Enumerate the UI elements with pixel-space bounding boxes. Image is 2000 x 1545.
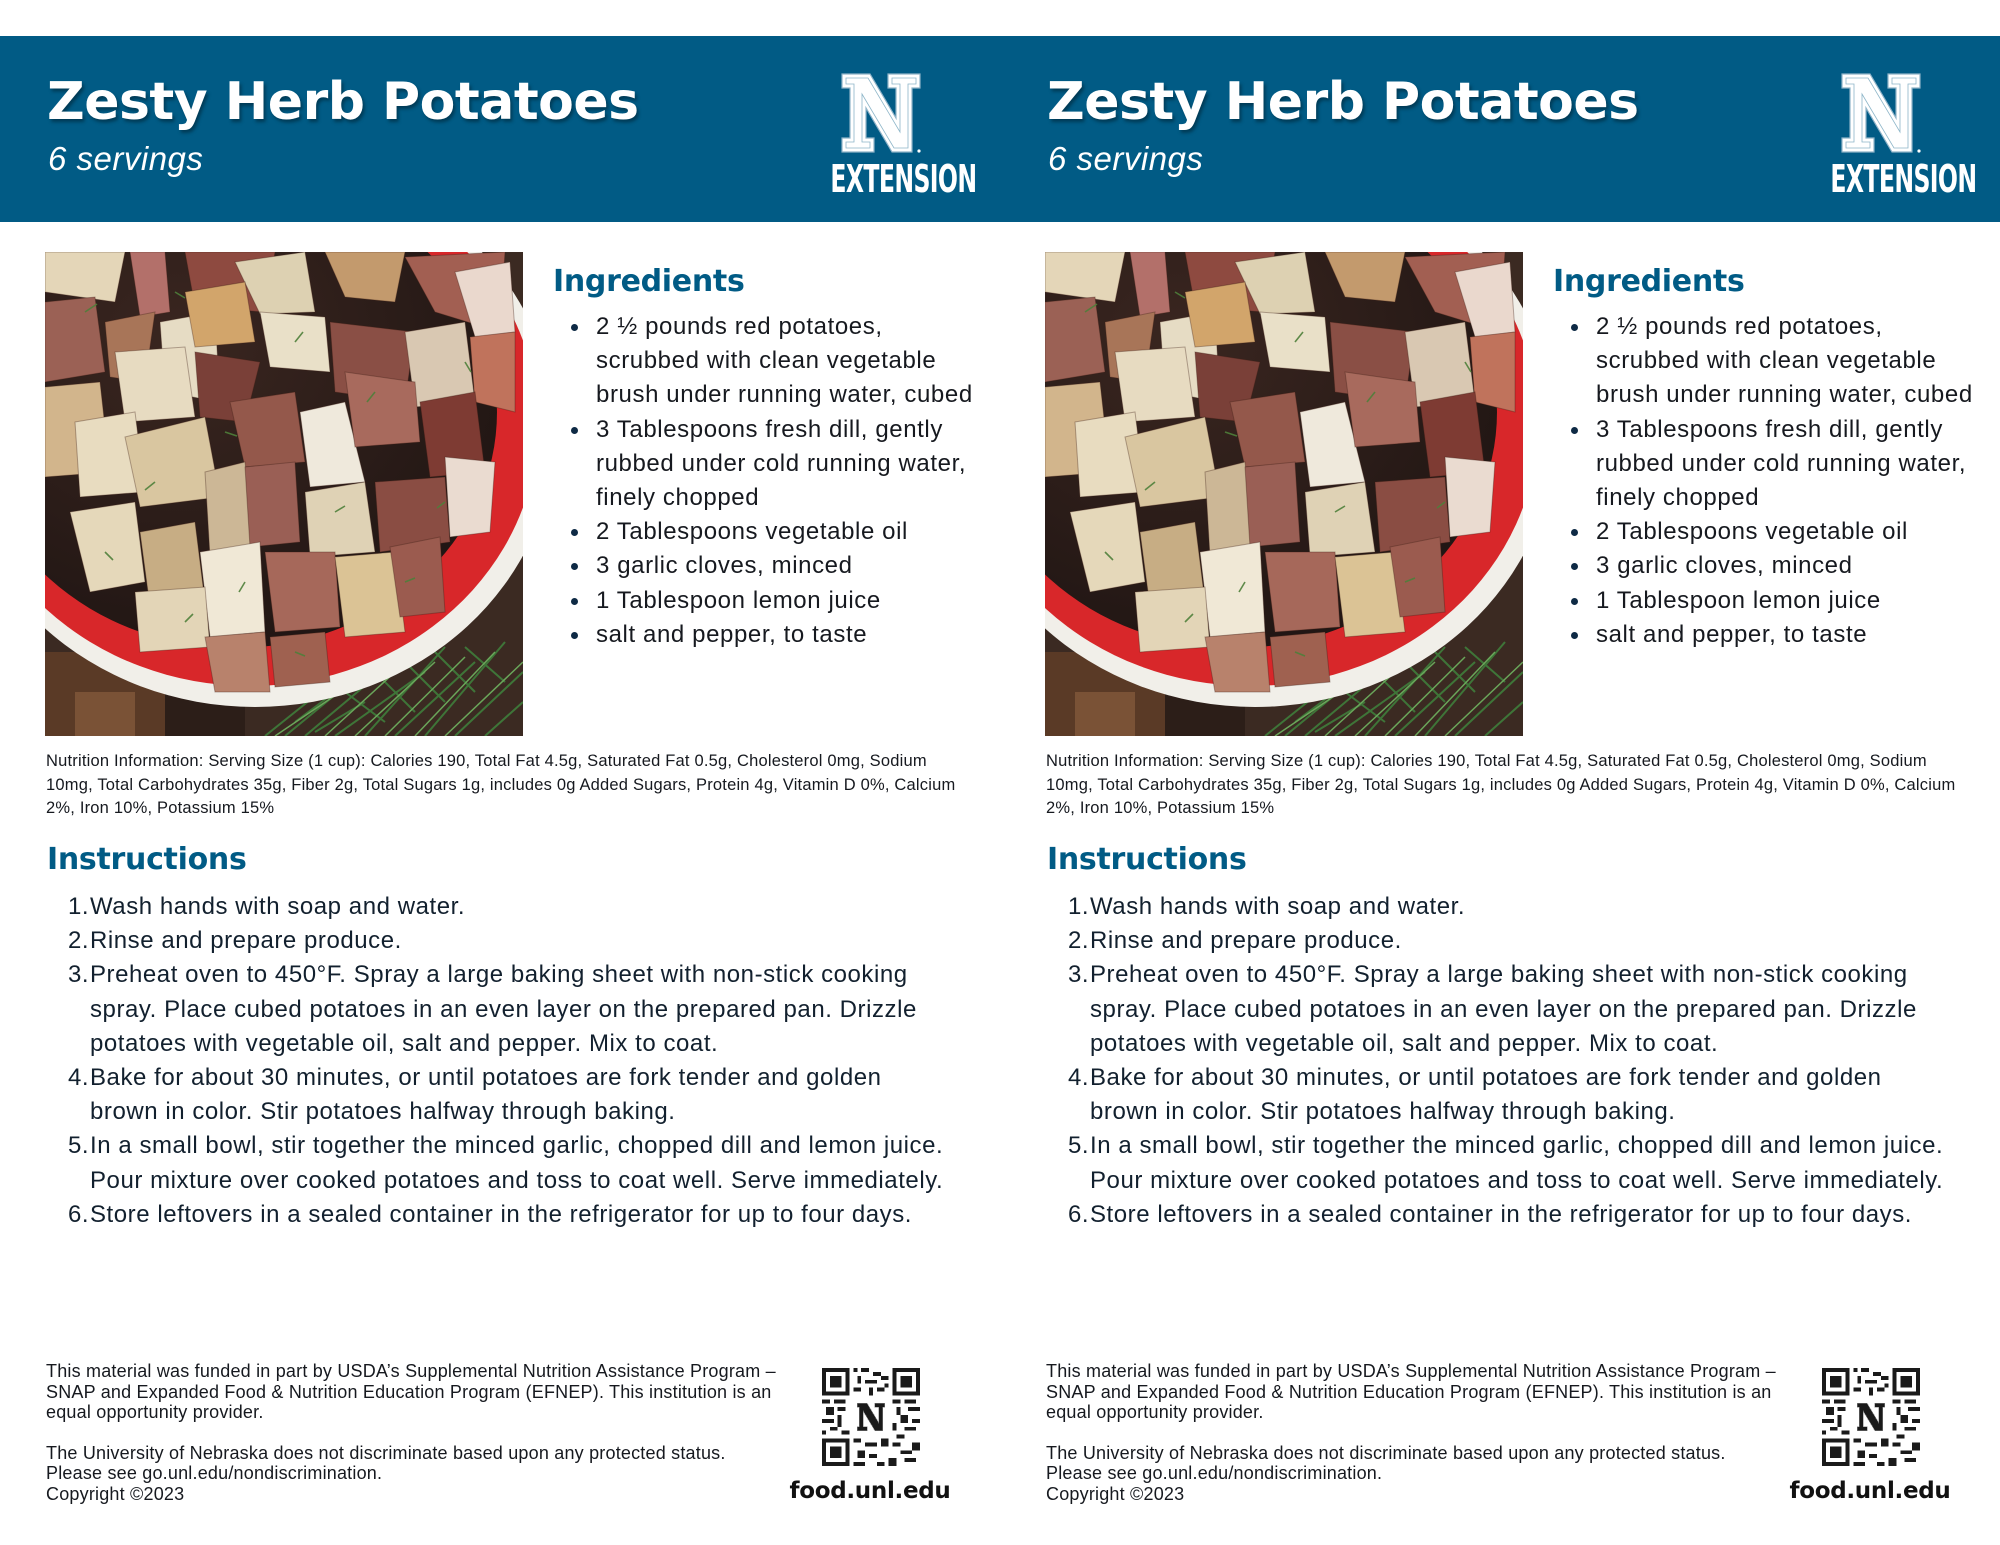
- ingredients-list: [596, 310, 986, 652]
- bullet-icon: [1571, 598, 1578, 605]
- servings-label: 6 servings: [1048, 140, 1204, 177]
- ingredient-item: 2 Tablespoons vegetable oil: [596, 515, 986, 549]
- bullet-icon: [1571, 563, 1578, 570]
- ingredient-item: salt and pepper, to taste: [596, 618, 986, 652]
- bullet-icon: [1571, 632, 1578, 639]
- funding-statement: This material was funded in part by USDA’s Supplemental Nutrition Assistance Program – SNAP and Expanded Food & Nutrition Education Program (EFNEP). This institution is an equal opportunity provider.: [46, 1361, 776, 1422]
- instructions-list: [68, 890, 950, 1232]
- step-number: 6.: [1068, 1200, 1090, 1228]
- footer-disclaimer: [46, 1361, 786, 1504]
- recipe-title: Zesty Herb Potatoes: [47, 72, 639, 132]
- nondiscrimination-statement: The University of Nebraska does not discriminate based upon any protected status. Please see go.unl.edu/nondiscrimination. Copyright ©2023: [1046, 1442, 1726, 1504]
- ingredient-item: 3 Tablespoons fresh dill, gently rubbed under cold running water, finely chopped: [1596, 413, 1986, 516]
- step-text: In a small bowl, stir together the minced garlic, chopped dill and lemon juice. Pour mixture over cooked potatoes and toss to coat well. Serve immediately.: [1090, 1132, 1944, 1194]
- nebraska-n-icon: [1840, 72, 1922, 154]
- website-link[interactable]: food.unl.edu: [789, 1478, 951, 1504]
- step-number: 4.: [68, 1064, 90, 1092]
- servings-label: 6 servings: [48, 140, 204, 177]
- instructions-heading: Instructions: [1047, 842, 1247, 877]
- bullet-icon: [571, 427, 578, 434]
- nebraska-n-icon: [840, 72, 922, 154]
- extension-wordmark: EXTENSION: [830, 157, 977, 201]
- instruction-step: [1068, 924, 1950, 958]
- copyright: Copyright ©2023: [46, 1483, 185, 1504]
- ingredient-item: 2 ½ pounds red potatoes, scrubbed with clean vegetable brush under running water, cubed: [596, 310, 986, 413]
- ingredient-item: 3 garlic cloves, minced: [1596, 549, 1986, 583]
- step-text: Preheat oven to 450°F. Spray a large baking sheet with non-stick cooking spray. Place cubed potatoes in an even layer on the prepared pan. Drizzle potatoes with vegetable oil, salt and pepper. Mix to coat.: [90, 961, 917, 1057]
- step-number: 1.: [1068, 893, 1090, 920]
- instruction-step: [1068, 1061, 1950, 1129]
- bullet-icon: [1571, 324, 1578, 331]
- ingredient-item: 2 Tablespoons vegetable oil: [1596, 515, 1986, 549]
- extension-logo: [1800, 68, 1977, 208]
- nondiscrimination-statement: The University of Nebraska does not discriminate based upon any protected status. Please see go.unl.edu/nondiscrimination. Copyright ©2023: [46, 1442, 726, 1504]
- instruction-step: [1068, 890, 1950, 924]
- step-text: Store leftovers in a sealed container in the refrigerator for up to four days.: [90, 1200, 912, 1228]
- funding-statement: This material was funded in part by USDA’s Supplemental Nutrition Assistance Program – SNAP and Expanded Food & Nutrition Education Program (EFNEP). This institution is an equal opportunity provider.: [1046, 1361, 1776, 1422]
- copyright: Copyright ©2023: [1046, 1483, 1185, 1504]
- qr-code-icon[interactable]: [822, 1368, 920, 1466]
- step-number: 2.: [1068, 927, 1090, 955]
- instructions-list: [1068, 890, 1950, 1232]
- ingredient-item: 1 Tablespoon lemon juice: [1596, 584, 1986, 618]
- step-text: Wash hands with soap and water.: [90, 893, 466, 920]
- step-number: 1.: [68, 893, 90, 920]
- step-number: 3.: [1068, 961, 1090, 989]
- step-text: Rinse and prepare produce.: [90, 927, 402, 955]
- ingredient-item: 1 Tablespoon lemon juice: [596, 584, 986, 618]
- step-text: Store leftovers in a sealed container in the refrigerator for up to four days.: [1090, 1200, 1912, 1228]
- ingredient-item: salt and pepper, to taste: [1596, 618, 1986, 652]
- instruction-step: [1068, 1129, 1950, 1197]
- nutrition-info: Nutrition Information: Serving Size (1 cup): Calories 190, Total Fat 4.5g, Saturated Fat 0.5g, Cholesterol 0mg, Sodium 10mg, Total Carbohydrates 35g, Fiber 2g, Total Sugars 1g, includes 0g Added Sugars, Protein 4g, Vitamin D 0%, Calcium 2%, Iron 10%, Potassium 15%: [46, 752, 956, 817]
- step-text: Bake for about 30 minutes, or until potatoes are fork tender and golden brown in color. Stir potatoes halfway through baking.: [1090, 1064, 1882, 1126]
- footer-disclaimer: [1046, 1361, 1786, 1504]
- instruction-step: [1068, 958, 1950, 1061]
- ingredient-item: 3 Tablespoons fresh dill, gently rubbed under cold running water, finely chopped: [596, 413, 986, 516]
- instruction-step: [68, 1198, 950, 1232]
- step-text: In a small bowl, stir together the minced garlic, chopped dill and lemon juice. Pour mixture over cooked potatoes and toss to coat well. Serve immediately.: [90, 1132, 944, 1194]
- step-number: 4.: [1068, 1064, 1090, 1092]
- instruction-step: [68, 1061, 950, 1129]
- step-number: 5.: [68, 1132, 90, 1160]
- instruction-step: [1068, 1198, 1950, 1232]
- step-text: Preheat oven to 450°F. Spray a large baking sheet with non-stick cooking spray. Place cubed potatoes in an even layer on the prepared pan. Drizzle potatoes with vegetable oil, salt and pepper. Mix to coat.: [1090, 961, 1917, 1057]
- instruction-step: [68, 958, 950, 1061]
- roasted-potatoes-image: [1045, 252, 1523, 736]
- recipe-title: Zesty Herb Potatoes: [1047, 72, 1639, 132]
- extension-wordmark: EXTENSION: [1830, 157, 1977, 201]
- instruction-step: [68, 924, 950, 958]
- nutrition-info: Nutrition Information: Serving Size (1 cup): Calories 190, Total Fat 4.5g, Saturated Fat 0.5g, Cholesterol 0mg, Sodium 10mg, Total Carbohydrates 35g, Fiber 2g, Total Sugars 1g, includes 0g Added Sugars, Protein 4g, Vitamin D 0%, Calcium 2%, Iron 10%, Potassium 15%: [1046, 752, 1956, 817]
- ingredients-heading: Ingredients: [1553, 264, 1745, 299]
- roasted-potatoes-image: [45, 252, 523, 736]
- qr-code-icon[interactable]: [1822, 1368, 1920, 1466]
- ingredient-item: 2 ½ pounds red potatoes, scrubbed with clean vegetable brush under running water, cubed: [1596, 310, 1986, 413]
- step-text: Bake for about 30 minutes, or until potatoes are fork tender and golden brown in color. Stir potatoes halfway through baking.: [90, 1064, 882, 1126]
- bullet-icon: [571, 529, 578, 536]
- recipe-card-right: [1000, 0, 2000, 1545]
- step-number: 6.: [68, 1200, 90, 1228]
- bullet-icon: [1571, 529, 1578, 536]
- bullet-icon: [571, 563, 578, 570]
- extension-logo: [800, 68, 977, 208]
- bullet-icon: [571, 324, 578, 331]
- step-text: Wash hands with soap and water.: [1090, 893, 1466, 920]
- step-number: 5.: [1068, 1132, 1090, 1160]
- website-link[interactable]: food.unl.edu: [1789, 1478, 1951, 1504]
- instruction-step: [68, 1129, 950, 1197]
- ingredients-heading: Ingredients: [553, 264, 745, 299]
- step-number: 2.: [68, 927, 90, 955]
- step-number: 3.: [68, 961, 90, 989]
- ingredient-item: 3 garlic cloves, minced: [596, 549, 986, 583]
- bullet-icon: [1571, 427, 1578, 434]
- step-text: Rinse and prepare produce.: [1090, 927, 1402, 955]
- ingredients-list: [1596, 310, 1986, 652]
- recipe-photo: [45, 252, 523, 736]
- bullet-icon: [571, 598, 578, 605]
- instructions-heading: Instructions: [47, 842, 247, 877]
- recipe-photo: [1045, 252, 1523, 736]
- instruction-step: [68, 890, 950, 924]
- bullet-icon: [571, 632, 578, 639]
